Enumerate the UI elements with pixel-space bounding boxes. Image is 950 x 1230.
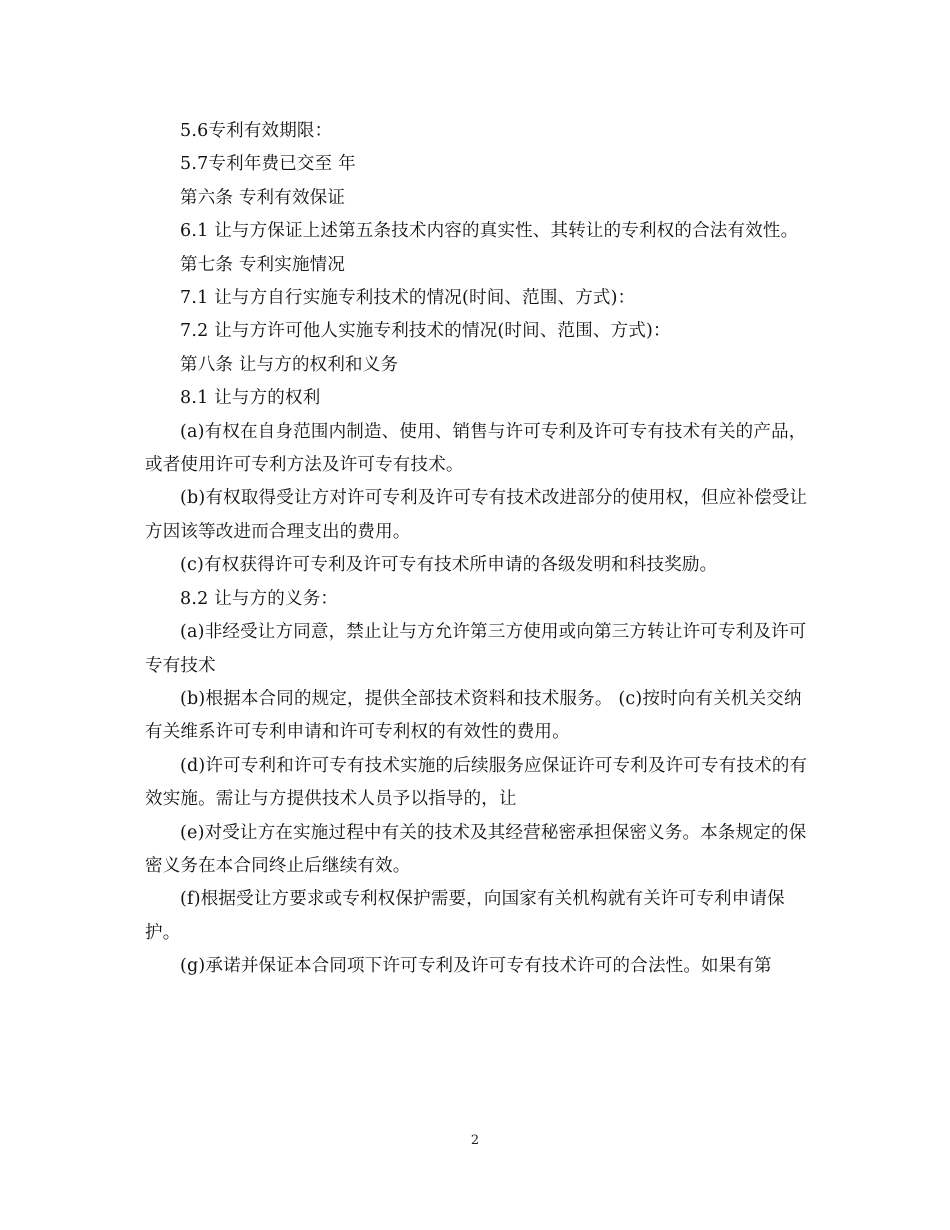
paragraph-8-1-c: (c)有权获得许可专利及许可专有技术所申请的各级发明和科技奖励。: [180, 555, 718, 576]
paragraph-8-2-f: (f)根据受让方要求或专利权保护需要，向国家有关机构就有关许可专利申请保护。: [145, 889, 785, 943]
page-number: 2: [470, 1133, 480, 1148]
section-heading-article-7: 第七条 专利实施情况: [180, 254, 346, 275]
paragraph-8-1: 8.1 让与方的权利: [180, 388, 321, 409]
paragraph-5-7: 5.7专利年费已交至 年: [180, 154, 356, 175]
paragraph-7-2: 7.2 让与方许可他人实施专利技术的情况(时间、范围、方式)：: [180, 321, 671, 342]
paragraph-7-1: 7.1 让与方自行实施专利技术的情况(时间、范围、方式)：: [180, 288, 636, 309]
paragraph-8-2-g: (g)承诺并保证本合同项下许可专利及许可专有技术许可的合法性。如果有第: [180, 956, 772, 977]
paragraph-8-1-b: (b)有权取得受让方对许可专利及许可专有技术改进部分的使用权，但应补偿受让方因该等改进而合理支出的费用。: [145, 488, 808, 542]
paragraph-8-1-a: (a)有权在自身范围内制造、使用、销售与许可专利及许可专有技术有关的产品，或者使用许可专利方法及许可专有技术。: [145, 421, 807, 476]
document-body: [145, 115, 810, 984]
paragraph-5-6: 5.6专利有效期限：: [180, 121, 333, 141]
paragraph-8-2-d: (d)许可专利和许可专有技术实施的后续服务应保证许可专利及许可专有技术的有效实施。需让与方提供技术人员予以指导的，让: [145, 755, 808, 810]
paragraph-8-2-a: (a)非经受让方同意，禁止让与方允许第三方使用或向第三方转让许可专利及许可专有技术: [145, 622, 807, 676]
section-heading-article-8: 第八条 让与方的权利和义务: [180, 354, 399, 375]
paragraph-8-2: 8.2 让与方的义务：: [180, 588, 339, 609]
paragraph-8-2-e: (e)对受让方在实施过程中有关的技术及其经营秘密承担保密义务。本条规定的保密义务在本合同终止后继续有效。: [145, 822, 807, 876]
paragraph-6-1: 6.1 让与方保证上述第五条技术内容的真实性、其转让的专利权的合法有效性。: [180, 221, 799, 242]
section-heading-article-6: 第六条 专利有效保证: [180, 187, 346, 208]
paragraph-8-2-b-c: (b)根据本合同的规定，提供全部技术资料和技术服务。 (c)按时向有关机关交纳有关维系许可专利申请和许可专利权的有效性的费用。: [145, 688, 802, 743]
